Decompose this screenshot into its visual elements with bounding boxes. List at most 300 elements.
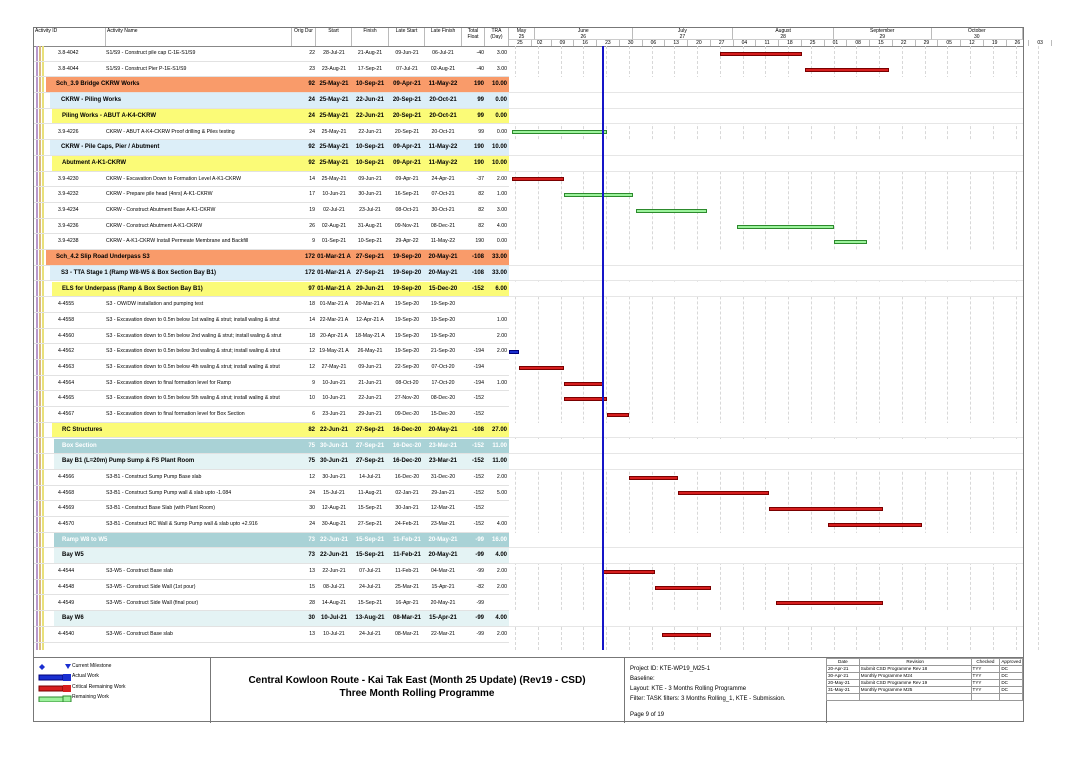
timescale-week: 11: [756, 40, 779, 46]
remaining-work-bar[interactable]: [512, 130, 606, 134]
total-float: -152: [473, 521, 484, 527]
rev-approved: DC: [1000, 666, 1023, 673]
project-id: Project ID: KTE-WP19_M25-1: [630, 666, 711, 672]
tra-days: 1.00: [496, 379, 507, 386]
late-finish: 11-May-22: [428, 144, 458, 151]
total-float: -152: [473, 411, 484, 418]
wbs-band-row[interactable]: [34, 439, 509, 455]
start-date: 01-Mar-21 A: [317, 254, 351, 261]
timescale-week: 20: [688, 40, 711, 46]
activity-id: 4-4558: [58, 316, 75, 323]
timescale-week: 02: [529, 40, 552, 46]
tra-days: 4.00: [495, 615, 507, 622]
late-start: 19-Sep-20: [392, 254, 422, 261]
total-float: -99: [476, 568, 484, 575]
late-finish: 06-Jul-21: [432, 50, 454, 56]
activity-name: S3-W5 - Construct Side Wall (final pour): [106, 599, 199, 606]
remaining-work-bar[interactable]: [737, 225, 835, 229]
actual-work-end: [63, 674, 71, 681]
rev-row: [827, 680, 1023, 687]
late-finish: 11-May-22: [428, 159, 458, 166]
late-finish: 11-May-22: [430, 238, 456, 245]
rev-checked: TYY: [971, 687, 1000, 694]
wbs-band-row[interactable]: [34, 140, 509, 156]
timescale-week: 04: [734, 40, 757, 46]
orig-dur: 75: [308, 458, 315, 465]
title-line-1: Central Kowloon Route - Kai Tak East (Month 25 Update) (Rev19 - CSD): [248, 675, 586, 686]
gantt-row-bg: [509, 611, 1023, 627]
wbs-band-row[interactable]: [34, 77, 509, 93]
remaining-end: [63, 696, 71, 702]
finish-date: 09-Jun-21: [358, 364, 382, 370]
activity-row[interactable]: [34, 517, 509, 533]
activity-row[interactable]: [34, 219, 509, 235]
activity-name: S1/S9 - Construct Pier P-1E-S1/S9: [106, 65, 187, 72]
late-finish: 08-Dec-20: [430, 395, 456, 402]
start-date: 10-Jul-21: [323, 630, 345, 637]
tra-days: 10.00: [491, 144, 507, 151]
tra-days: 33.00: [491, 269, 507, 276]
tra-days: 4.00: [496, 521, 507, 527]
wbs-band-row[interactable]: [34, 109, 509, 125]
footer: [34, 657, 1023, 723]
total-float: -99: [475, 536, 484, 543]
col-header-orig-dur[interactable]: Orig Dur: [292, 28, 316, 46]
start-date: 14-Aug-21: [321, 599, 347, 606]
start-date: 01-Mar-21 A: [319, 301, 349, 308]
critical-remaining-bar[interactable]: [662, 633, 711, 637]
total-float: 82: [478, 222, 484, 229]
late-start: 16-Dec-20: [394, 473, 420, 480]
col-header-tra[interactable]: TRA (Day): [485, 28, 509, 46]
col-header-late-start[interactable]: Late Start: [389, 28, 425, 46]
start-date: 25-May-21: [321, 175, 347, 182]
late-finish: 19-Sep-20: [430, 332, 456, 339]
activity-row[interactable]: [34, 62, 509, 78]
total-float: 99: [477, 97, 484, 104]
late-start: 16-Dec-20: [392, 426, 422, 433]
col-header-start[interactable]: Start: [316, 28, 352, 46]
timescale-week: 26: [1007, 40, 1030, 46]
critical-remaining-bar[interactable]: [629, 476, 678, 480]
activity-id: 4-4567: [58, 411, 75, 418]
total-float: -108: [471, 269, 484, 276]
finish-date: 10-Sep-21: [357, 238, 383, 245]
col-header-finish[interactable]: Finish: [352, 28, 389, 46]
critical-remaining-bar[interactable]: [607, 413, 630, 417]
tra-days: 33.00: [491, 254, 507, 261]
activity-id: 3.9-4230: [58, 175, 79, 182]
finish-date: 10-Sep-21: [355, 81, 385, 88]
rev-checked: TYY: [971, 680, 1000, 687]
rev-checked: TYY: [971, 673, 1000, 680]
activity-name: S3-B1 - Construct Sump Pump Base slab: [106, 473, 202, 480]
activity-row[interactable]: [34, 596, 509, 612]
critical-remaining-bar[interactable]: [519, 366, 565, 370]
wbs-band-row[interactable]: [34, 423, 509, 439]
late-start: 16-Dec-20: [392, 442, 422, 449]
start-date: 01-Mar-21 A: [317, 285, 351, 292]
title-block: [210, 658, 625, 723]
late-finish: 17-Oct-20: [431, 379, 455, 386]
critical-remaining-bar[interactable]: [564, 382, 603, 386]
rev-row: [827, 687, 1023, 694]
total-float: -152: [471, 458, 484, 465]
actual-work-bar[interactable]: [509, 350, 519, 354]
month-number: 26: [580, 34, 587, 40]
title-line-2: Three Month Rolling Programme: [339, 688, 495, 699]
wbs-band-row[interactable]: [34, 533, 509, 549]
timescale-week: 12: [961, 40, 984, 46]
finish-date: 10-Sep-21: [355, 144, 385, 151]
finish-date: 13-Aug-21: [355, 615, 385, 622]
activity-id: 4-4544: [58, 568, 75, 575]
month-label: May: [516, 28, 527, 34]
activity-row[interactable]: [34, 486, 509, 502]
start-date: 25-May-21: [319, 159, 349, 166]
col-header-late-finish[interactable]: Late Finish: [425, 28, 462, 46]
wbs-band-row[interactable]: [34, 250, 509, 266]
timescale-month: [733, 28, 834, 40]
month-label: June: [577, 28, 589, 34]
late-finish: 20-May-21: [428, 426, 458, 433]
activity-row[interactable]: [34, 627, 509, 643]
legend-symbols: [38, 662, 72, 702]
wbs-band-row[interactable]: [34, 93, 509, 109]
activity-row[interactable]: [34, 376, 509, 392]
month-label: July: [677, 28, 687, 34]
critical-remaining-bar[interactable]: [805, 68, 890, 72]
project-info: [624, 658, 827, 723]
timescale-week: 08: [847, 40, 870, 46]
start-date: 25-May-21: [319, 97, 349, 104]
legend-critical-remaining: Critical Remaining Work: [72, 684, 126, 690]
rev-header-date: Date: [827, 659, 860, 666]
start-date: 22-Jun-21: [319, 426, 348, 433]
orig-dur: 97: [308, 285, 315, 292]
finish-date: 29-Jun-21: [358, 411, 382, 418]
late-finish: 07-Oct-20: [431, 364, 455, 370]
start-date: 30-Jun-21: [322, 473, 346, 480]
activity-row[interactable]: [34, 470, 509, 486]
start-date: 22-Jun-21: [319, 552, 348, 559]
activity-row[interactable]: [34, 234, 509, 250]
gantt-row-bg: [509, 282, 1023, 298]
activity-id: 3.9-4226: [58, 128, 79, 135]
late-start: 20-Sep-21: [392, 97, 422, 104]
activity-id: 4-4566: [58, 473, 75, 480]
remaining-work-bar[interactable]: [636, 209, 708, 213]
total-float: -152: [473, 489, 484, 496]
gantt-row-bg: [509, 156, 1023, 172]
rev-approved: DC: [1000, 687, 1023, 694]
late-finish: 07-Oct-21: [431, 191, 455, 198]
tra-days: 2.00: [496, 473, 507, 480]
timescale-month: [509, 28, 535, 40]
activity-row[interactable]: [34, 344, 509, 360]
tra-days: 16.00: [491, 536, 507, 543]
total-float: 190: [475, 238, 484, 245]
tra-days: 11.00: [492, 442, 507, 449]
legend: [34, 658, 211, 723]
finish-date: 26-May-21: [357, 348, 383, 355]
activity-id: 4-4563: [58, 364, 75, 370]
activity-row[interactable]: [34, 187, 509, 203]
late-start: 22-Sep-20: [394, 364, 420, 370]
finish-date: 11-Aug-21: [358, 489, 382, 496]
activity-name: Ramp W8 to W5: [62, 536, 108, 543]
timescale-week: 15: [870, 40, 893, 46]
timescale-week: 03: [1029, 40, 1052, 46]
activity-name: S3 - Excavation down to 0.5m below 2nd waling & strut; install waling & strut: [106, 332, 282, 339]
late-start: 19-Sep-20: [394, 301, 420, 308]
critical-remaining-bar[interactable]: [769, 507, 883, 511]
late-finish: 15-Dec-20: [430, 411, 456, 418]
finish-date: 15-Sep-21: [357, 505, 383, 512]
timescale-week: 18: [779, 40, 802, 46]
activity-name: S3-W6 - Construct Base slab: [106, 630, 173, 637]
rev-desc: Monthly Programme M25: [859, 687, 971, 694]
timescale-week: 05: [938, 40, 961, 46]
tra-days: 0.00: [495, 97, 507, 104]
finish-date: 23-Jul-21: [359, 207, 381, 213]
rev-desc: Monthly Programme M24: [859, 673, 971, 680]
orig-dur: 26: [309, 222, 315, 229]
activity-id: 4-4569: [58, 505, 75, 512]
late-finish: 29-Jan-21: [431, 489, 455, 496]
late-start: 19-Sep-20: [394, 348, 420, 355]
col-header-activity-id[interactable]: Activity ID: [34, 28, 106, 46]
activity-row[interactable]: [34, 564, 509, 580]
late-start: 09-Jun-21: [395, 50, 419, 56]
activity-row[interactable]: [34, 313, 509, 329]
remaining-swatch: [39, 697, 63, 702]
critical-remaining-bar[interactable]: [655, 586, 710, 590]
activity-name: Sch_4.2 Slip Road Underpass S3: [56, 254, 150, 261]
activity-row[interactable]: [34, 580, 509, 596]
legend-current-milestone: Current Milestone: [72, 663, 112, 669]
timescale-month: [834, 28, 932, 40]
tra-days: 10.00: [491, 81, 507, 88]
total-float: -194: [473, 379, 484, 386]
total-float: -37: [476, 175, 484, 182]
finish-date: 22-Jun-21: [355, 112, 384, 119]
orig-dur: 30: [308, 615, 315, 622]
rev-row: [827, 666, 1023, 673]
critical-remaining-bar[interactable]: [678, 491, 769, 495]
activity-name: S3 - Excavation down to 0.5m below 4th waling & strut; install waling & strut: [106, 364, 280, 370]
col-header-activity-name[interactable]: Activity Name: [106, 28, 292, 46]
orig-dur: 82: [308, 426, 315, 433]
late-finish: 02-Aug-21: [430, 65, 456, 72]
tra-days: 3.00: [496, 65, 507, 72]
start-date: 10-Jun-21: [322, 395, 346, 402]
total-float: 190: [473, 144, 484, 151]
orig-dur: 9: [312, 238, 315, 245]
late-finish: 20-Oct-21: [431, 128, 455, 135]
rev-desc: Submit CSD Programme Rev 19: [859, 680, 971, 687]
orig-dur: 13: [309, 630, 315, 637]
activity-row[interactable]: [34, 329, 509, 345]
activity-name: CKRW - ABUT A-K4-CKRW Proof drilling & Piles testing: [106, 128, 235, 135]
tra-days: 27.00: [491, 426, 507, 433]
late-finish: 15-Dec-20: [428, 285, 458, 292]
late-start: 11-Feb-21: [393, 536, 421, 543]
orig-dur: 14: [309, 316, 315, 323]
late-finish: 15-Apr-21: [429, 615, 457, 622]
finish-date: 31-Aug-21: [357, 222, 383, 229]
timescale-week: 27: [711, 40, 734, 46]
late-finish: 20-Oct-21: [429, 97, 457, 104]
gantt-row-bg: [509, 423, 1023, 439]
late-start: 29-Apr-22: [395, 238, 419, 245]
late-start: 11-Feb-21: [395, 568, 419, 575]
revision-table: [826, 658, 1023, 713]
tra-days: 10.00: [491, 159, 507, 166]
activity-name: S1/S9 - Construct pile cap C-1E-S1/S9: [106, 50, 196, 56]
gantt-row-bg: [509, 93, 1023, 109]
timescale-week: 01: [825, 40, 848, 46]
start-date: 01-Mar-21 A: [317, 269, 351, 276]
week-gridline: [1038, 46, 1039, 650]
late-start: 16-Sep-21: [394, 191, 420, 198]
rev-date: 30-Apr-21: [827, 673, 860, 680]
activity-name: CKRW - Prepare pile head (4nrs) A-K1-CKRW: [106, 191, 213, 198]
late-start: 20-Sep-21: [394, 128, 420, 135]
wbs-band-row[interactable]: [34, 156, 509, 172]
critical-remaining-bar[interactable]: [776, 601, 883, 605]
orig-dur: 17: [309, 191, 315, 198]
finish-date: 27-Sep-21: [355, 254, 385, 261]
start-date: 22-Mar-21 A: [319, 316, 349, 323]
layout-name: Layout: KTE - 3 Months Rolling Programme: [630, 686, 747, 692]
timescale-week: 30: [620, 40, 643, 46]
start-date: 20-Apr-21 A: [320, 332, 348, 339]
start-date: 28-Jul-21: [323, 50, 345, 56]
timescale-week: 09: [552, 40, 575, 46]
legend-remaining-work: Remaining Work: [72, 694, 109, 700]
orig-dur: 15: [309, 583, 315, 590]
wbs-band-row[interactable]: [34, 548, 509, 564]
activity-id: 4-4548: [58, 583, 75, 590]
remaining-work-bar[interactable]: [564, 193, 632, 197]
critical-remaining-bar[interactable]: [720, 52, 801, 56]
critical-remaining-bar[interactable]: [512, 177, 564, 181]
month-label: August: [775, 28, 791, 34]
timescale-month: [932, 28, 1024, 40]
activity-id: 4-4540: [58, 630, 75, 637]
late-finish: 20-May-21: [430, 599, 456, 606]
finish-date: 22-Jun-21: [358, 395, 382, 402]
orig-dur: 73: [308, 552, 315, 559]
finish-date: 30-Jun-21: [358, 191, 382, 198]
start-date: 19-May-21 A: [319, 348, 349, 355]
activity-name: Box Section: [62, 442, 97, 449]
late-finish: 31-Dec-20: [430, 473, 456, 480]
late-start: 09-Apr-21: [395, 175, 419, 182]
activity-row[interactable]: [34, 203, 509, 219]
start-date: 25-May-21: [319, 81, 349, 88]
finish-date: 14-Jul-21: [359, 473, 381, 480]
activity-row[interactable]: [34, 125, 509, 141]
activity-row[interactable]: [34, 172, 509, 188]
timescale-week: 22: [893, 40, 916, 46]
activity-row[interactable]: [34, 501, 509, 517]
start-date: 02-Jul-21: [323, 207, 345, 213]
start-date: 30-Jun-21: [319, 442, 348, 449]
finish-date: 22-Jun-21: [355, 97, 384, 104]
activity-name: CKRW - Pile Caps, Pier / Abutment: [61, 144, 160, 151]
wbs-band-row[interactable]: [34, 266, 509, 282]
critical-end: [63, 685, 71, 692]
late-start: 24-Feb-21: [395, 521, 419, 527]
activity-row[interactable]: [34, 46, 509, 62]
late-start: 27-Nov-20: [394, 395, 420, 402]
rev-date: 20-Apr-21: [827, 666, 860, 673]
finish-date: 12-Apr-21 A: [356, 316, 384, 323]
activity-name: S3 - Excavation down to final formation level for Box Section: [106, 411, 245, 418]
tra-days: 0.00: [495, 112, 507, 119]
critical-remaining-bar[interactable]: [828, 523, 922, 527]
orig-dur: 24: [308, 112, 315, 119]
total-float: -108: [471, 426, 484, 433]
total-float: -99: [476, 599, 484, 606]
start-date: 22-Jun-21: [322, 568, 346, 575]
gantt-row-bg: [509, 109, 1023, 125]
data-date-line: [602, 46, 604, 650]
start-date: 25-May-21: [319, 144, 349, 151]
rev-header-approved: Approved: [1001, 659, 1021, 664]
activity-row[interactable]: [34, 407, 509, 423]
activity-name: S3 - Excavation down to 0.5m below 5th waling & strut; install waling & strut: [106, 395, 280, 402]
activity-id: 4-4549: [58, 599, 75, 606]
wbs-band-row[interactable]: [34, 611, 509, 627]
total-float: -152: [473, 395, 484, 402]
activity-name: Sch_3.9 Bridge CKRW Works: [56, 81, 140, 88]
start-date: 30-Aug-21: [321, 521, 347, 527]
activity-name: S3-B1 - Construct Base Slab (with Plant Room): [106, 505, 215, 512]
start-date: 01-Sep-21: [321, 238, 347, 245]
start-date: 22-Jun-21: [319, 536, 348, 543]
late-finish: 12-Mar-21: [431, 505, 455, 512]
orig-dur: 23: [309, 65, 315, 72]
milestone-triangle-icon: [65, 664, 71, 669]
activity-id: 3.8-4042: [58, 50, 79, 56]
activity-row[interactable]: [34, 297, 509, 313]
finish-date: 29-Jun-21: [355, 285, 384, 292]
activity-row[interactable]: [34, 391, 509, 407]
orig-dur: 19: [309, 207, 315, 213]
tra-days: 3.00: [496, 207, 507, 213]
activity-id: 4-4555: [58, 301, 75, 308]
late-finish: 23-Mar-21: [428, 442, 457, 449]
critical-remaining-bar[interactable]: [564, 397, 606, 401]
wbs-band-row[interactable]: [34, 454, 509, 470]
activity-name: CKRW - Excavation Down to Formation Level A-K1-CKRW: [106, 175, 242, 182]
total-float: -40: [476, 65, 484, 72]
activity-row[interactable]: [34, 360, 509, 376]
col-header-total-float[interactable]: Total Float: [462, 28, 485, 46]
remaining-work-bar[interactable]: [834, 240, 867, 244]
activity-name: ELS for Underpass (Ramp & Box Section Bay B1): [62, 285, 203, 292]
finish-date: 18-May-21 A: [355, 332, 385, 339]
finish-date: 27-Sep-21: [355, 426, 385, 433]
critical-remaining-bar[interactable]: [603, 570, 655, 574]
orig-dur: 172: [304, 254, 315, 261]
late-finish: 24-Apr-21: [431, 175, 455, 182]
wbs-band-row[interactable]: [34, 282, 509, 298]
activity-name: RC Structures: [62, 426, 103, 433]
